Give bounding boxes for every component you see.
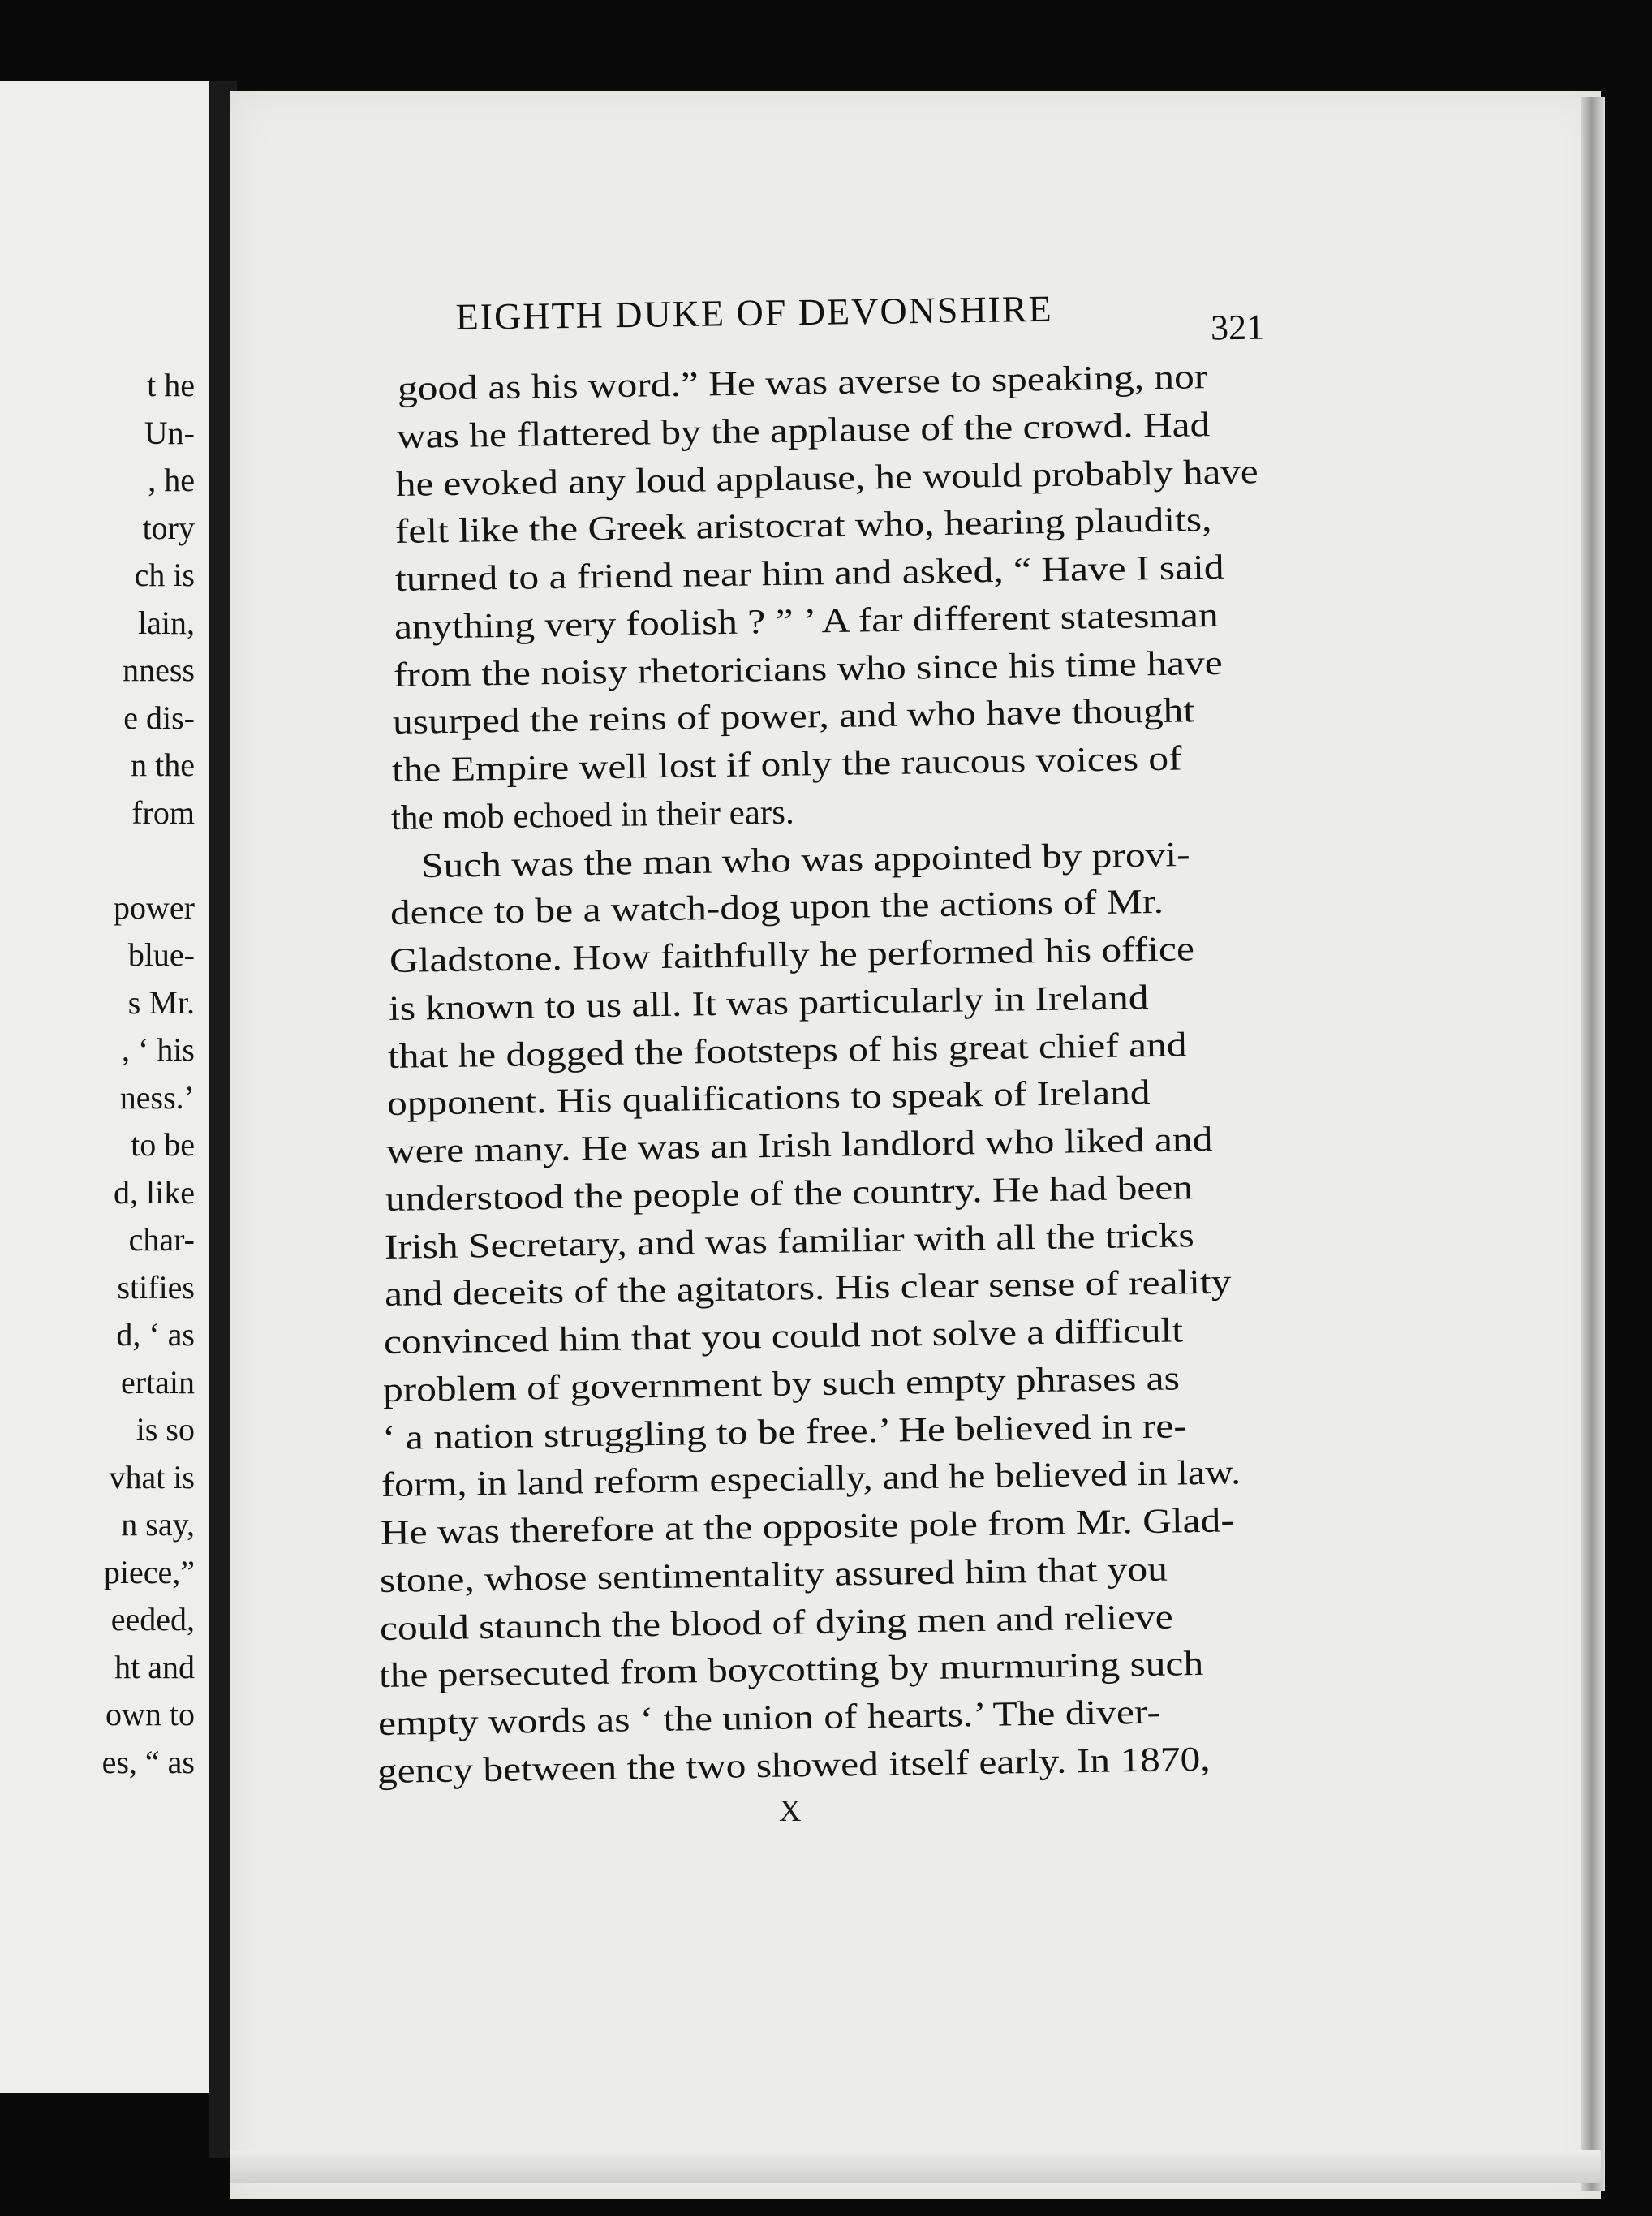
- body-line: empty words as ‘ the union of hearts.’ The diver-: [377, 1693, 1161, 1744]
- previous-page-line: tory: [142, 509, 195, 546]
- previous-page-line: e dis-: [123, 699, 195, 736]
- running-head: [455, 287, 1265, 348]
- previous-page-line: n say,: [121, 1506, 195, 1543]
- body-line: the persecuted from boycotting by murmuring such: [378, 1645, 1204, 1696]
- previous-page-line: eeded,: [110, 1601, 195, 1637]
- previous-page-line: power: [114, 889, 195, 926]
- body-line: convinced him that you could not solve a difficult: [383, 1311, 1184, 1362]
- body-line: ‘ a nation struggling to be free.’ He believed in re-: [381, 1406, 1188, 1457]
- previous-page-line: d, ‘ as: [116, 1316, 195, 1353]
- body-line: felt like the Greek aristocrat who, hearing plaudits,: [395, 501, 1213, 552]
- body-line: form, in land reform especially, and he believed in law.: [381, 1453, 1241, 1505]
- body-line: usurped the reins of power, and who have thought: [392, 691, 1195, 742]
- previous-page-line: ness.’: [119, 1078, 195, 1116]
- body-line: turned to a friend near him and asked, “ Have I said: [394, 548, 1224, 600]
- previous-page-line: nness: [123, 652, 195, 688]
- body-line: stone, whose sentimentality assured him that you: [380, 1550, 1168, 1600]
- body-line: could staunch the blood of dying men and relieve: [379, 1598, 1173, 1648]
- previous-page-line: vhat is: [109, 1458, 195, 1495]
- body-line: Such was the man who was appointed by provi-: [421, 835, 1191, 885]
- page-number: 321: [1210, 307, 1265, 348]
- previous-page-line: , he: [148, 462, 195, 498]
- previous-page-line: d, like: [114, 1173, 195, 1211]
- body-line: is known to us all. It was particularly in Ireland: [388, 978, 1149, 1028]
- previous-page-line: blue-: [127, 936, 195, 973]
- previous-page-line: char-: [128, 1221, 195, 1258]
- body-line: Irish Secretary, and was familiar with all the tricks: [385, 1216, 1195, 1267]
- body-line: He was therefore at the opposite pole from Mr. Glad-: [380, 1501, 1235, 1553]
- previous-page-line: n the: [131, 747, 195, 783]
- body-line: anything very foolish ? ” ’ A far different statesman: [394, 596, 1219, 647]
- previous-page-line: ch is: [134, 557, 195, 593]
- previous-page-line: , ‘ his: [122, 1031, 195, 1068]
- running-head-title: EIGHTH DUKE OF DEVONSHIRE: [455, 287, 1054, 338]
- body-line: the mob echoed in their ears.: [390, 793, 795, 837]
- body-line: understood the people of the country. He had been: [385, 1168, 1194, 1219]
- previous-page-line: t he: [147, 367, 195, 403]
- body-line: opponent. His qualifications to speak of Ireland: [386, 1074, 1151, 1124]
- body-line: the Empire well lost if only the raucous voices of: [391, 739, 1182, 790]
- body-line: from the noisy rhetoricians who since his time have: [393, 643, 1223, 695]
- body-line: was he flattered by the applause of the crowd. Had: [396, 405, 1211, 456]
- previous-page-line: es, “ as: [101, 1743, 195, 1780]
- previous-page-line: own to: [105, 1696, 195, 1732]
- previous-page-line: lain,: [138, 604, 195, 641]
- previous-page-line: from: [131, 794, 195, 831]
- page-bottom-edge: [230, 2150, 1601, 2183]
- previous-page-fragment: [0, 81, 217, 2093]
- body-line: that he dogged the footsteps of his great chief and: [387, 1026, 1187, 1076]
- previous-page-line: ht and: [114, 1648, 195, 1685]
- previous-page-line: ertain: [120, 1363, 195, 1401]
- body-line: problem of government by such empty phrases as: [382, 1359, 1181, 1409]
- previous-page-line: stifies: [117, 1268, 195, 1306]
- previous-page-line: s Mr.: [127, 983, 195, 1021]
- body-line: gency between the two showed itself early. In 1870,: [376, 1740, 1211, 1791]
- body-line: good as his word.” He was averse to speaking, nor: [397, 358, 1208, 408]
- previous-page-line: is so: [136, 1411, 195, 1448]
- body-line: and deceits of the agitators. His clear sense of reality: [384, 1263, 1232, 1315]
- body-line: were many. He was an Irish landlord who liked and: [385, 1121, 1213, 1172]
- previous-page-line: to be: [131, 1126, 195, 1163]
- page-edge: [1581, 97, 1605, 2191]
- body-line: dence to be a watch-dog upon the actions of Mr.: [389, 883, 1164, 933]
- previous-page-line: Un-: [144, 414, 195, 451]
- signature-mark: X: [779, 1794, 802, 1828]
- body-line: he evoked any loud applause, he would probably have: [395, 452, 1259, 504]
- body-line: Gladstone. How faithfully he performed his office: [389, 930, 1194, 981]
- previous-page-line: piece,”: [103, 1553, 195, 1590]
